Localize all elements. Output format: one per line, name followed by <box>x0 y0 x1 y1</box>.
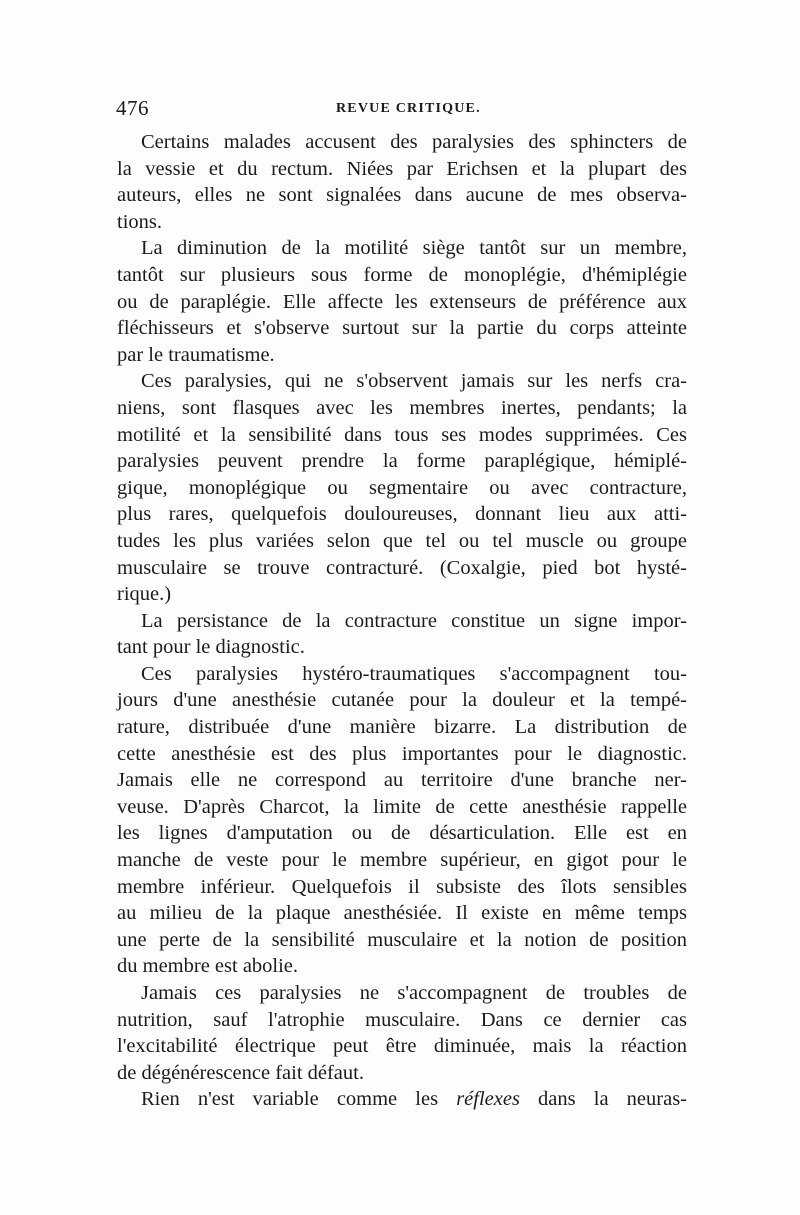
text-line: Jamais elle ne correspond au territoire d'une branche ner- <box>117 769 687 792</box>
text-segment: Rien n'est variable comme les <box>141 1088 457 1111</box>
text-line: Ces paralysies, qui ne s'observent jamais sur les nerfs cra- <box>141 370 687 393</box>
running-title: REVUE CRITIQUE. <box>336 101 481 116</box>
page-number: 476 <box>116 96 149 120</box>
text-line: veuse. D'après Charcot, la limite de cette anesthésie rappelle <box>117 795 687 818</box>
text-line: La diminution de la motilité siège tantôt sur un membre, <box>141 237 687 260</box>
text-line: l'excitabilité électrique peut être diminuée, mais la réaction <box>117 1035 687 1058</box>
text-line: tudes les plus variées selon que tel ou tel muscle ou groupe <box>117 529 687 552</box>
text-line: tant pour le diagnostic. <box>117 636 305 659</box>
text-line: nutrition, sauf l'atrophie musculaire. Dans ce dernier cas <box>117 1008 687 1031</box>
text-line <box>117 1086 687 1113</box>
text-line: jours d'une anesthésie cutanée pour la douleur et la tempé- <box>117 689 687 712</box>
text-line: cette anesthésie est des plus importantes pour le diagnostic. <box>117 742 687 765</box>
text-line: plus rares, quelquefois douloureuses, donnant lieu aux atti- <box>117 503 687 526</box>
text-line: La persistance de la contracture constitue un signe impor- <box>141 609 687 632</box>
text-line: du membre est abolie. <box>117 955 299 978</box>
text-line: une perte de la sensibilité musculaire et la notion de position <box>117 928 687 951</box>
text-line: manche de veste pour le membre supérieur, en gigot pour le <box>117 849 687 872</box>
text-line: ou de paraplégie. Elle affecte les extenseurs de préférence aux <box>117 290 687 313</box>
text-line: de dégénérescence fait défaut. <box>117 1061 364 1084</box>
text-line: les lignes d'amputation ou de désarticulation. Elle est en <box>117 822 687 845</box>
text-line: la vessie et du rectum. Niées par Erichsen et la plupart des <box>117 157 687 180</box>
text-line: niens, sont flasques avec les membres inertes, pendants; la <box>117 396 687 419</box>
text-line: tions. <box>117 210 162 233</box>
text-line: tantôt sur plusieurs sous forme de monoplégie, d'hémiplégie <box>117 263 687 286</box>
text-line: motilité et la sensibilité dans tous ses modes supprimées. Ces <box>117 423 687 446</box>
text-line: rature, distribuée d'une manière bizarre. La distribution de <box>117 716 687 739</box>
text-line: paralysies peuvent prendre la forme paraplégique, hémiplé- <box>117 450 687 473</box>
text-line: gique, monoplégique ou segmentaire ou avec contracture, <box>117 476 687 499</box>
body-text <box>117 129 687 1113</box>
italic-term: réflexes <box>456 1088 520 1111</box>
text-segment: dans la neuras- <box>519 1088 688 1111</box>
text-line: membre inférieur. Quelquefois il subsiste des îlots sensibles <box>117 875 687 898</box>
text-line: au milieu de la plaque anesthésiée. Il existe en même temps <box>117 902 687 925</box>
text-line: par le traumatisme. <box>117 343 275 366</box>
text-line: auteurs, elles ne sont signalées dans aucune de mes observa- <box>117 184 687 207</box>
text-line: Jamais ces paralysies ne s'accompagnent de troubles de <box>141 982 687 1004</box>
text-line: musculaire se trouve contracturé. (Coxalgie, pied bot hysté- <box>117 556 687 579</box>
text-line: rique.) <box>117 583 172 606</box>
text-line: Ces paralysies hystéro-traumatiques s'accompagnent tou- <box>141 662 687 685</box>
text-line: Certains malades accusent des paralysies des sphincters de <box>141 131 687 153</box>
text-line: fléchisseurs et s'observe surtout sur la partie du corps atteinte <box>117 317 687 340</box>
page-header <box>116 96 686 126</box>
